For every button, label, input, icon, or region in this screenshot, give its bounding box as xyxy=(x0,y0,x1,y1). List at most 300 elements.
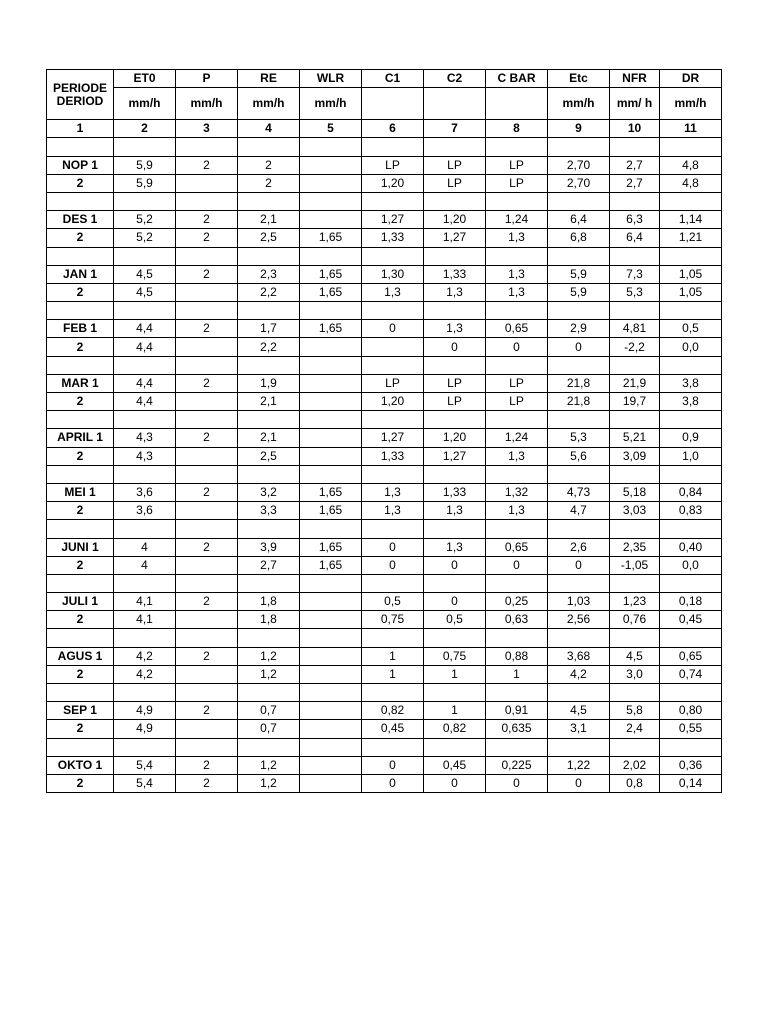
empty-cell xyxy=(424,138,486,156)
table-cell: 4,3 xyxy=(114,447,176,465)
table-cell: 0,40 xyxy=(660,538,722,556)
table-cell: 3,8 xyxy=(660,374,722,392)
column-number: 10 xyxy=(610,120,660,138)
empty-cell xyxy=(660,192,722,210)
period-label: 2 xyxy=(47,174,114,192)
table-cell xyxy=(300,374,362,392)
table-cell: 0 xyxy=(424,593,486,611)
empty-cell xyxy=(47,520,114,538)
table-cell: 5,6 xyxy=(548,447,610,465)
table-cell: 0,74 xyxy=(660,665,722,683)
period-label: 2 xyxy=(47,338,114,356)
table-cell: 5,21 xyxy=(610,429,660,447)
table-cell: 4,5 xyxy=(114,283,176,301)
empty-cell xyxy=(300,465,362,483)
unit-nfr: mm/ h xyxy=(610,88,660,120)
table-cell: 0 xyxy=(362,320,424,338)
table-cell: 0,225 xyxy=(486,756,548,774)
table-cell: 0,36 xyxy=(660,756,722,774)
table-cell: 1,32 xyxy=(486,483,548,501)
empty-cell xyxy=(300,574,362,592)
empty-cell xyxy=(486,192,548,210)
table-cell: 2 xyxy=(176,538,238,556)
period-label: 2 xyxy=(47,556,114,574)
table-row xyxy=(47,720,722,738)
table-cell: 1,20 xyxy=(424,211,486,229)
empty-cell xyxy=(660,520,722,538)
spacer-row xyxy=(47,684,722,702)
table-cell: 5,4 xyxy=(114,756,176,774)
table-row xyxy=(47,774,722,792)
empty-cell xyxy=(660,465,722,483)
table-row xyxy=(47,556,722,574)
table-cell: 0,635 xyxy=(486,720,548,738)
unit-re: mm/h xyxy=(238,88,300,120)
empty-cell xyxy=(362,247,424,265)
table-cell xyxy=(300,393,362,411)
empty-cell xyxy=(300,738,362,756)
table-cell: 1,2 xyxy=(238,756,300,774)
empty-cell xyxy=(114,192,176,210)
column-number: 4 xyxy=(238,120,300,138)
table-row xyxy=(47,320,722,338)
table-cell: 2,02 xyxy=(610,756,660,774)
unit-c1 xyxy=(362,88,424,120)
empty-cell xyxy=(300,138,362,156)
empty-cell xyxy=(362,465,424,483)
table-cell: 0,45 xyxy=(660,611,722,629)
table-cell: 0,0 xyxy=(660,338,722,356)
empty-cell xyxy=(660,629,722,647)
empty-cell xyxy=(424,629,486,647)
table-cell: 0,7 xyxy=(238,720,300,738)
table-cell: 0 xyxy=(486,338,548,356)
table-cell xyxy=(362,338,424,356)
empty-cell xyxy=(486,684,548,702)
table-cell: LP xyxy=(486,174,548,192)
table-cell: 1,3 xyxy=(424,283,486,301)
period-label: DES 1 xyxy=(47,211,114,229)
table-cell: 0,65 xyxy=(660,647,722,665)
table-cell: 1,03 xyxy=(548,593,610,611)
empty-cell xyxy=(486,738,548,756)
table-cell: 4,9 xyxy=(114,702,176,720)
empty-cell xyxy=(114,138,176,156)
empty-cell xyxy=(424,738,486,756)
period-label: SEP 1 xyxy=(47,702,114,720)
table-cell: 1,65 xyxy=(300,320,362,338)
table-row xyxy=(47,338,722,356)
table-cell: 0,9 xyxy=(660,429,722,447)
period-label: AGUS 1 xyxy=(47,647,114,665)
empty-cell xyxy=(47,684,114,702)
empty-cell xyxy=(238,520,300,538)
spacer-row xyxy=(47,574,722,592)
empty-cell xyxy=(486,629,548,647)
period-label: JUNI 1 xyxy=(47,538,114,556)
empty-cell xyxy=(424,684,486,702)
table-cell: 1,20 xyxy=(362,174,424,192)
table-cell: 0,0 xyxy=(660,556,722,574)
table-cell: 0,14 xyxy=(660,774,722,792)
table-cell: 1,8 xyxy=(238,593,300,611)
table-cell: 3,6 xyxy=(114,483,176,501)
table-cell: 0,8 xyxy=(610,774,660,792)
table-cell: 5,9 xyxy=(548,265,610,283)
table-cell: 2 xyxy=(176,593,238,611)
empty-cell xyxy=(486,574,548,592)
table-cell xyxy=(300,174,362,192)
empty-cell xyxy=(238,411,300,429)
table-cell: 2 xyxy=(176,702,238,720)
empty-cell xyxy=(362,684,424,702)
table-cell: 2,2 xyxy=(238,338,300,356)
empty-cell xyxy=(300,629,362,647)
table-cell: 1,14 xyxy=(660,211,722,229)
header-row xyxy=(47,70,722,88)
empty-cell xyxy=(176,356,238,374)
table-cell: 1,3 xyxy=(486,447,548,465)
empty-cell xyxy=(176,192,238,210)
empty-cell xyxy=(610,520,660,538)
table-row xyxy=(47,483,722,501)
spacer-row xyxy=(47,138,722,156)
empty-cell xyxy=(610,465,660,483)
table-cell: 1,65 xyxy=(300,538,362,556)
table-cell: 0,84 xyxy=(660,483,722,501)
table-cell: LP xyxy=(486,156,548,174)
table-cell: 1,2 xyxy=(238,774,300,792)
table-cell xyxy=(176,174,238,192)
empty-cell xyxy=(362,629,424,647)
table-cell: 6,3 xyxy=(610,211,660,229)
table-cell: -1,05 xyxy=(610,556,660,574)
table-row xyxy=(47,393,722,411)
col-header-dr: DR xyxy=(660,70,722,88)
table-cell: 0 xyxy=(486,556,548,574)
empty-cell xyxy=(486,138,548,156)
table-cell: 5,8 xyxy=(610,702,660,720)
table-cell xyxy=(300,429,362,447)
empty-cell xyxy=(362,574,424,592)
table-row xyxy=(47,647,722,665)
empty-cell xyxy=(486,356,548,374)
table-cell: 4,1 xyxy=(114,593,176,611)
spacer-row xyxy=(47,411,722,429)
table-cell: 3,9 xyxy=(238,538,300,556)
table-cell: 0 xyxy=(486,774,548,792)
table-cell: 1,05 xyxy=(660,283,722,301)
table-cell: 0 xyxy=(362,756,424,774)
table-cell xyxy=(176,556,238,574)
table-row xyxy=(47,447,722,465)
table-cell: 2 xyxy=(238,174,300,192)
table-cell: 0,91 xyxy=(486,702,548,720)
empty-cell xyxy=(548,520,610,538)
table-cell: 3,09 xyxy=(610,447,660,465)
table-cell: 1,21 xyxy=(660,229,722,247)
table-cell: 4,5 xyxy=(548,702,610,720)
empty-cell xyxy=(610,684,660,702)
empty-cell xyxy=(362,192,424,210)
table-cell xyxy=(300,756,362,774)
table-cell: 0 xyxy=(362,556,424,574)
table-cell: 0,88 xyxy=(486,647,548,665)
empty-cell xyxy=(424,411,486,429)
column-number: 5 xyxy=(300,120,362,138)
table-cell: 2,7 xyxy=(238,556,300,574)
table-cell: 5,9 xyxy=(114,174,176,192)
table-cell: 0,45 xyxy=(424,756,486,774)
empty-cell xyxy=(238,574,300,592)
period-label: OKTO 1 xyxy=(47,756,114,774)
table-cell: 4,73 xyxy=(548,483,610,501)
table-cell: 1,27 xyxy=(362,429,424,447)
table-cell xyxy=(176,283,238,301)
empty-cell xyxy=(486,247,548,265)
period-label: JAN 1 xyxy=(47,265,114,283)
table-row xyxy=(47,211,722,229)
table-cell: 0,82 xyxy=(424,720,486,738)
empty-cell xyxy=(424,465,486,483)
empty-cell xyxy=(47,356,114,374)
column-number: 11 xyxy=(660,120,722,138)
table-row xyxy=(47,229,722,247)
table-row xyxy=(47,374,722,392)
table-cell xyxy=(300,720,362,738)
table-cell: 5,18 xyxy=(610,483,660,501)
table-cell: 1,3 xyxy=(424,502,486,520)
empty-cell xyxy=(548,247,610,265)
table-cell: 4,1 xyxy=(114,611,176,629)
table-cell: 1 xyxy=(362,665,424,683)
table-cell: 0 xyxy=(548,556,610,574)
unit-c-bar xyxy=(486,88,548,120)
empty-cell xyxy=(610,138,660,156)
table-cell: 5,9 xyxy=(548,283,610,301)
empty-cell xyxy=(660,138,722,156)
empty-cell xyxy=(362,356,424,374)
table-cell: 5,4 xyxy=(114,774,176,792)
table-cell: 0,63 xyxy=(486,611,548,629)
period-label: 2 xyxy=(47,611,114,629)
table-cell: 1,3 xyxy=(424,538,486,556)
empty-cell xyxy=(47,411,114,429)
unit-dr: mm/h xyxy=(660,88,722,120)
empty-cell xyxy=(300,520,362,538)
table-cell: LP xyxy=(424,174,486,192)
empty-cell xyxy=(176,629,238,647)
empty-cell xyxy=(610,629,660,647)
table-cell: 2 xyxy=(176,774,238,792)
column-number: 6 xyxy=(362,120,424,138)
table-cell: 2,7 xyxy=(610,156,660,174)
table-cell: 0,83 xyxy=(660,502,722,520)
empty-cell xyxy=(362,520,424,538)
empty-cell xyxy=(114,302,176,320)
table-cell: 1,27 xyxy=(424,447,486,465)
col-header-c-bar: C BAR xyxy=(486,70,548,88)
empty-cell xyxy=(610,411,660,429)
empty-cell xyxy=(47,574,114,592)
empty-cell xyxy=(362,738,424,756)
table-cell: 2 xyxy=(176,211,238,229)
table-cell: 4,81 xyxy=(610,320,660,338)
empty-cell xyxy=(238,738,300,756)
table-cell xyxy=(300,211,362,229)
empty-cell xyxy=(486,520,548,538)
empty-cell xyxy=(114,629,176,647)
period-label: MAR 1 xyxy=(47,374,114,392)
table-cell: 1,2 xyxy=(238,665,300,683)
spacer-row xyxy=(47,520,722,538)
table-cell xyxy=(176,611,238,629)
empty-cell xyxy=(424,247,486,265)
table-cell: 3,3 xyxy=(238,502,300,520)
empty-cell xyxy=(660,356,722,374)
empty-cell xyxy=(176,411,238,429)
table-cell: 6,4 xyxy=(610,229,660,247)
table-cell: 1,20 xyxy=(362,393,424,411)
table-cell: 3,0 xyxy=(610,665,660,683)
unit-wlr: mm/h xyxy=(300,88,362,120)
table-row xyxy=(47,593,722,611)
table-cell: LP xyxy=(362,156,424,174)
period-label: MEI 1 xyxy=(47,483,114,501)
table-cell: 19,7 xyxy=(610,393,660,411)
unit-row xyxy=(47,88,722,120)
empty-cell xyxy=(362,138,424,156)
table-cell: 2,3 xyxy=(238,265,300,283)
table-cell: 1,3 xyxy=(486,283,548,301)
table-cell: 1,23 xyxy=(610,593,660,611)
table-cell: 0 xyxy=(362,774,424,792)
empty-cell xyxy=(610,192,660,210)
table-cell: LP xyxy=(424,156,486,174)
table-row xyxy=(47,156,722,174)
table-cell: 2 xyxy=(238,156,300,174)
col-header-wlr: WLR xyxy=(300,70,362,88)
empty-cell xyxy=(176,247,238,265)
col-header-etc: Etc xyxy=(548,70,610,88)
empty-cell xyxy=(300,247,362,265)
table-cell xyxy=(300,447,362,465)
table-cell xyxy=(300,593,362,611)
empty-cell xyxy=(610,574,660,592)
table-row xyxy=(47,665,722,683)
table-cell: 1,24 xyxy=(486,211,548,229)
period-label: 2 xyxy=(47,447,114,465)
table-cell: 0,45 xyxy=(362,720,424,738)
table-cell: 1,65 xyxy=(300,556,362,574)
irrigation-table xyxy=(46,69,722,793)
table-cell: 2,56 xyxy=(548,611,610,629)
table-cell: 1,24 xyxy=(486,429,548,447)
table-cell: 4,4 xyxy=(114,374,176,392)
column-number: 1 xyxy=(47,120,114,138)
empty-cell xyxy=(114,684,176,702)
empty-cell xyxy=(238,138,300,156)
empty-cell xyxy=(486,411,548,429)
table-cell: 6,4 xyxy=(548,211,610,229)
column-number: 2 xyxy=(114,120,176,138)
table-cell: 5,2 xyxy=(114,229,176,247)
table-cell: 2,70 xyxy=(548,156,610,174)
table-cell: 0 xyxy=(548,338,610,356)
col-header-et0: ET0 xyxy=(114,70,176,88)
empty-cell xyxy=(238,302,300,320)
table-cell: 21,8 xyxy=(548,393,610,411)
table-cell: 2,1 xyxy=(238,429,300,447)
period-label: 2 xyxy=(47,229,114,247)
table-cell: 1,22 xyxy=(548,756,610,774)
empty-cell xyxy=(238,465,300,483)
table-cell: 0,65 xyxy=(486,538,548,556)
period-label: FEB 1 xyxy=(47,320,114,338)
table-cell: 4,5 xyxy=(114,265,176,283)
table-cell: LP xyxy=(424,374,486,392)
table-cell: 3,6 xyxy=(114,502,176,520)
table-cell: 2 xyxy=(176,374,238,392)
table-cell: 4,2 xyxy=(114,665,176,683)
table-cell: 2,70 xyxy=(548,174,610,192)
empty-cell xyxy=(114,520,176,538)
empty-cell xyxy=(362,411,424,429)
table-cell: 1 xyxy=(362,647,424,665)
empty-cell xyxy=(300,411,362,429)
table-cell: 2 xyxy=(176,320,238,338)
col-header-nfr: NFR xyxy=(610,70,660,88)
period-label: NOP 1 xyxy=(47,156,114,174)
spacer-row xyxy=(47,465,722,483)
period-label: 2 xyxy=(47,774,114,792)
empty-cell xyxy=(47,302,114,320)
table-cell xyxy=(300,611,362,629)
table-cell: 3,1 xyxy=(548,720,610,738)
period-label: 2 xyxy=(47,720,114,738)
table-cell: 1 xyxy=(424,702,486,720)
table-cell: 0,5 xyxy=(362,593,424,611)
table-cell: 4,9 xyxy=(114,720,176,738)
empty-cell xyxy=(548,356,610,374)
table-cell: 0,82 xyxy=(362,702,424,720)
table-row xyxy=(47,265,722,283)
table-cell: 2,35 xyxy=(610,538,660,556)
empty-cell xyxy=(176,520,238,538)
table-cell: 1,30 xyxy=(362,265,424,283)
table-cell: 2 xyxy=(176,156,238,174)
empty-cell xyxy=(47,629,114,647)
spacer-row xyxy=(47,356,722,374)
table-cell: 1,3 xyxy=(362,502,424,520)
table-cell: 4,8 xyxy=(660,156,722,174)
col-header-c1: C1 xyxy=(362,70,424,88)
table-cell: 0,18 xyxy=(660,593,722,611)
table-cell: 1,8 xyxy=(238,611,300,629)
empty-cell xyxy=(47,247,114,265)
table-cell: 0,5 xyxy=(660,320,722,338)
empty-cell xyxy=(660,684,722,702)
table-cell: 0 xyxy=(548,774,610,792)
table-cell: 2,5 xyxy=(238,229,300,247)
table-cell: 4,2 xyxy=(114,647,176,665)
table-cell: 0,76 xyxy=(610,611,660,629)
table-cell: 1,33 xyxy=(362,229,424,247)
table-cell: 5,3 xyxy=(548,429,610,447)
empty-cell xyxy=(300,302,362,320)
period-label: JULI 1 xyxy=(47,593,114,611)
empty-cell xyxy=(176,465,238,483)
